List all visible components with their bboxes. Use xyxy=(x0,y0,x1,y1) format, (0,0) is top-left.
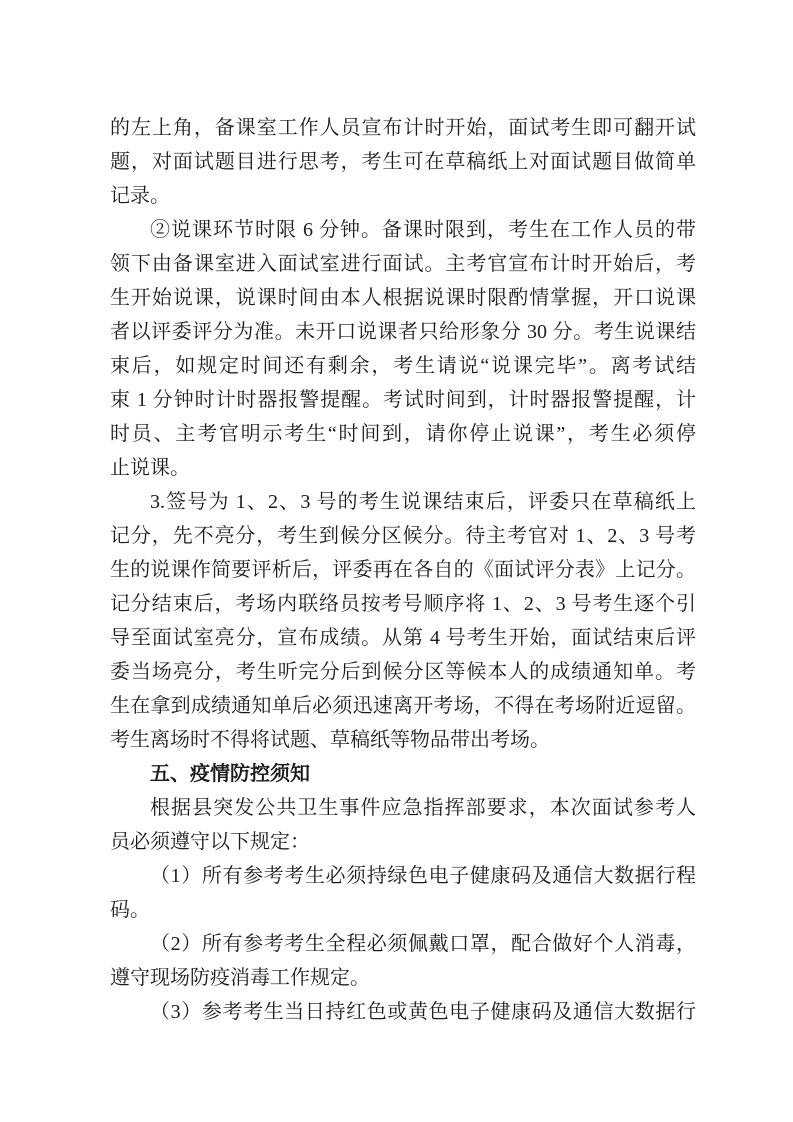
text-line: 记录。 xyxy=(110,185,170,207)
text-line: 3.签号为 1、2、3 号的考生说课结束后，评委只在草稿纸上 xyxy=(150,491,696,513)
text-line: 委当场亮分，考生听完分后到候分区等候本人的成绩通知单。考 xyxy=(110,661,696,683)
text-line: （2）所有参考考生全程必须佩戴口罩，配合做好个人消毒， xyxy=(150,933,696,955)
text-line: 根据县突发公共卫生事件应急指挥部要求，本次面试参考人 xyxy=(150,797,696,819)
paragraph xyxy=(110,111,696,213)
text-line: 记分结束后，考场内联络员按考号顺序将 1、2、3 号考生逐个引 xyxy=(110,593,696,615)
text-line: 生在拿到成绩通知单后必须迅速离开考场，不得在考场附近逗留。 xyxy=(110,695,696,717)
paragraph xyxy=(110,859,696,927)
text-line: 码。 xyxy=(110,899,150,921)
text-line: 止说课。 xyxy=(110,457,190,479)
paragraph xyxy=(110,485,696,757)
text-line: （3）参考考生当日持红色或黄色电子健康码及通信大数据行 xyxy=(150,1001,696,1023)
text-line: 记分，先不亮分，考生到候分区候分。待主考官对 1、2、3 号考 xyxy=(110,525,696,547)
text-line: 题，对面试题目进行思考，考生可在草稿纸上对面试题目做简单 xyxy=(110,151,696,173)
text-line: 生的说课作简要评析后，评委再在各自的《面试评分表》上记分。 xyxy=(110,559,696,581)
paragraph xyxy=(110,213,696,485)
text-line: 遵守现场防疫消毒工作规定。 xyxy=(110,967,370,989)
text-line: 生开始说课，说课时间由本人根据说课时限酌情掌握，开口说课 xyxy=(110,287,696,309)
text-line: 员必须遵守以下规定： xyxy=(110,831,310,853)
text-line: 考生离场时不得将试题、草稿纸等物品带出考场。 xyxy=(110,729,550,751)
text-line: 导至面试室亮分，宣布成绩。从第 4 号考生开始，面试结束后评 xyxy=(110,627,696,649)
text-line: 束 1 分钟时计时器报警提醒。考试时间到，计时器报警提醒，计 xyxy=(110,389,696,411)
paragraph xyxy=(110,995,696,1029)
text-line: 时员、主考官明示考生“时间到，请你停止说课”，考生必须停 xyxy=(110,423,696,445)
text-line: 的左上角，备课室工作人员宣布计时开始，面试考生即可翻开试 xyxy=(110,117,696,139)
text-line: （1）所有参考考生必须持绿色电子健康码及通信大数据行程 xyxy=(150,865,696,887)
paragraph xyxy=(110,927,696,995)
text-line: 者以评委评分为准。未开口说课者只给形象分 30 分。考生说课结 xyxy=(110,321,696,343)
text-line: 领下由备课室进入面试室进行面试。主考官宣布计时开始后，考 xyxy=(110,253,696,275)
text-line: ②说课环节时限 6 分钟。备课时限到，考生在工作人员的带 xyxy=(150,219,696,241)
section-heading: 五、疫情防控须知 xyxy=(150,763,310,785)
text-line: 束后，如规定时间还有剩余，考生请说“说课完毕”。离考试结 xyxy=(110,355,696,377)
document-text-block xyxy=(110,111,696,1029)
paragraph xyxy=(110,791,696,859)
